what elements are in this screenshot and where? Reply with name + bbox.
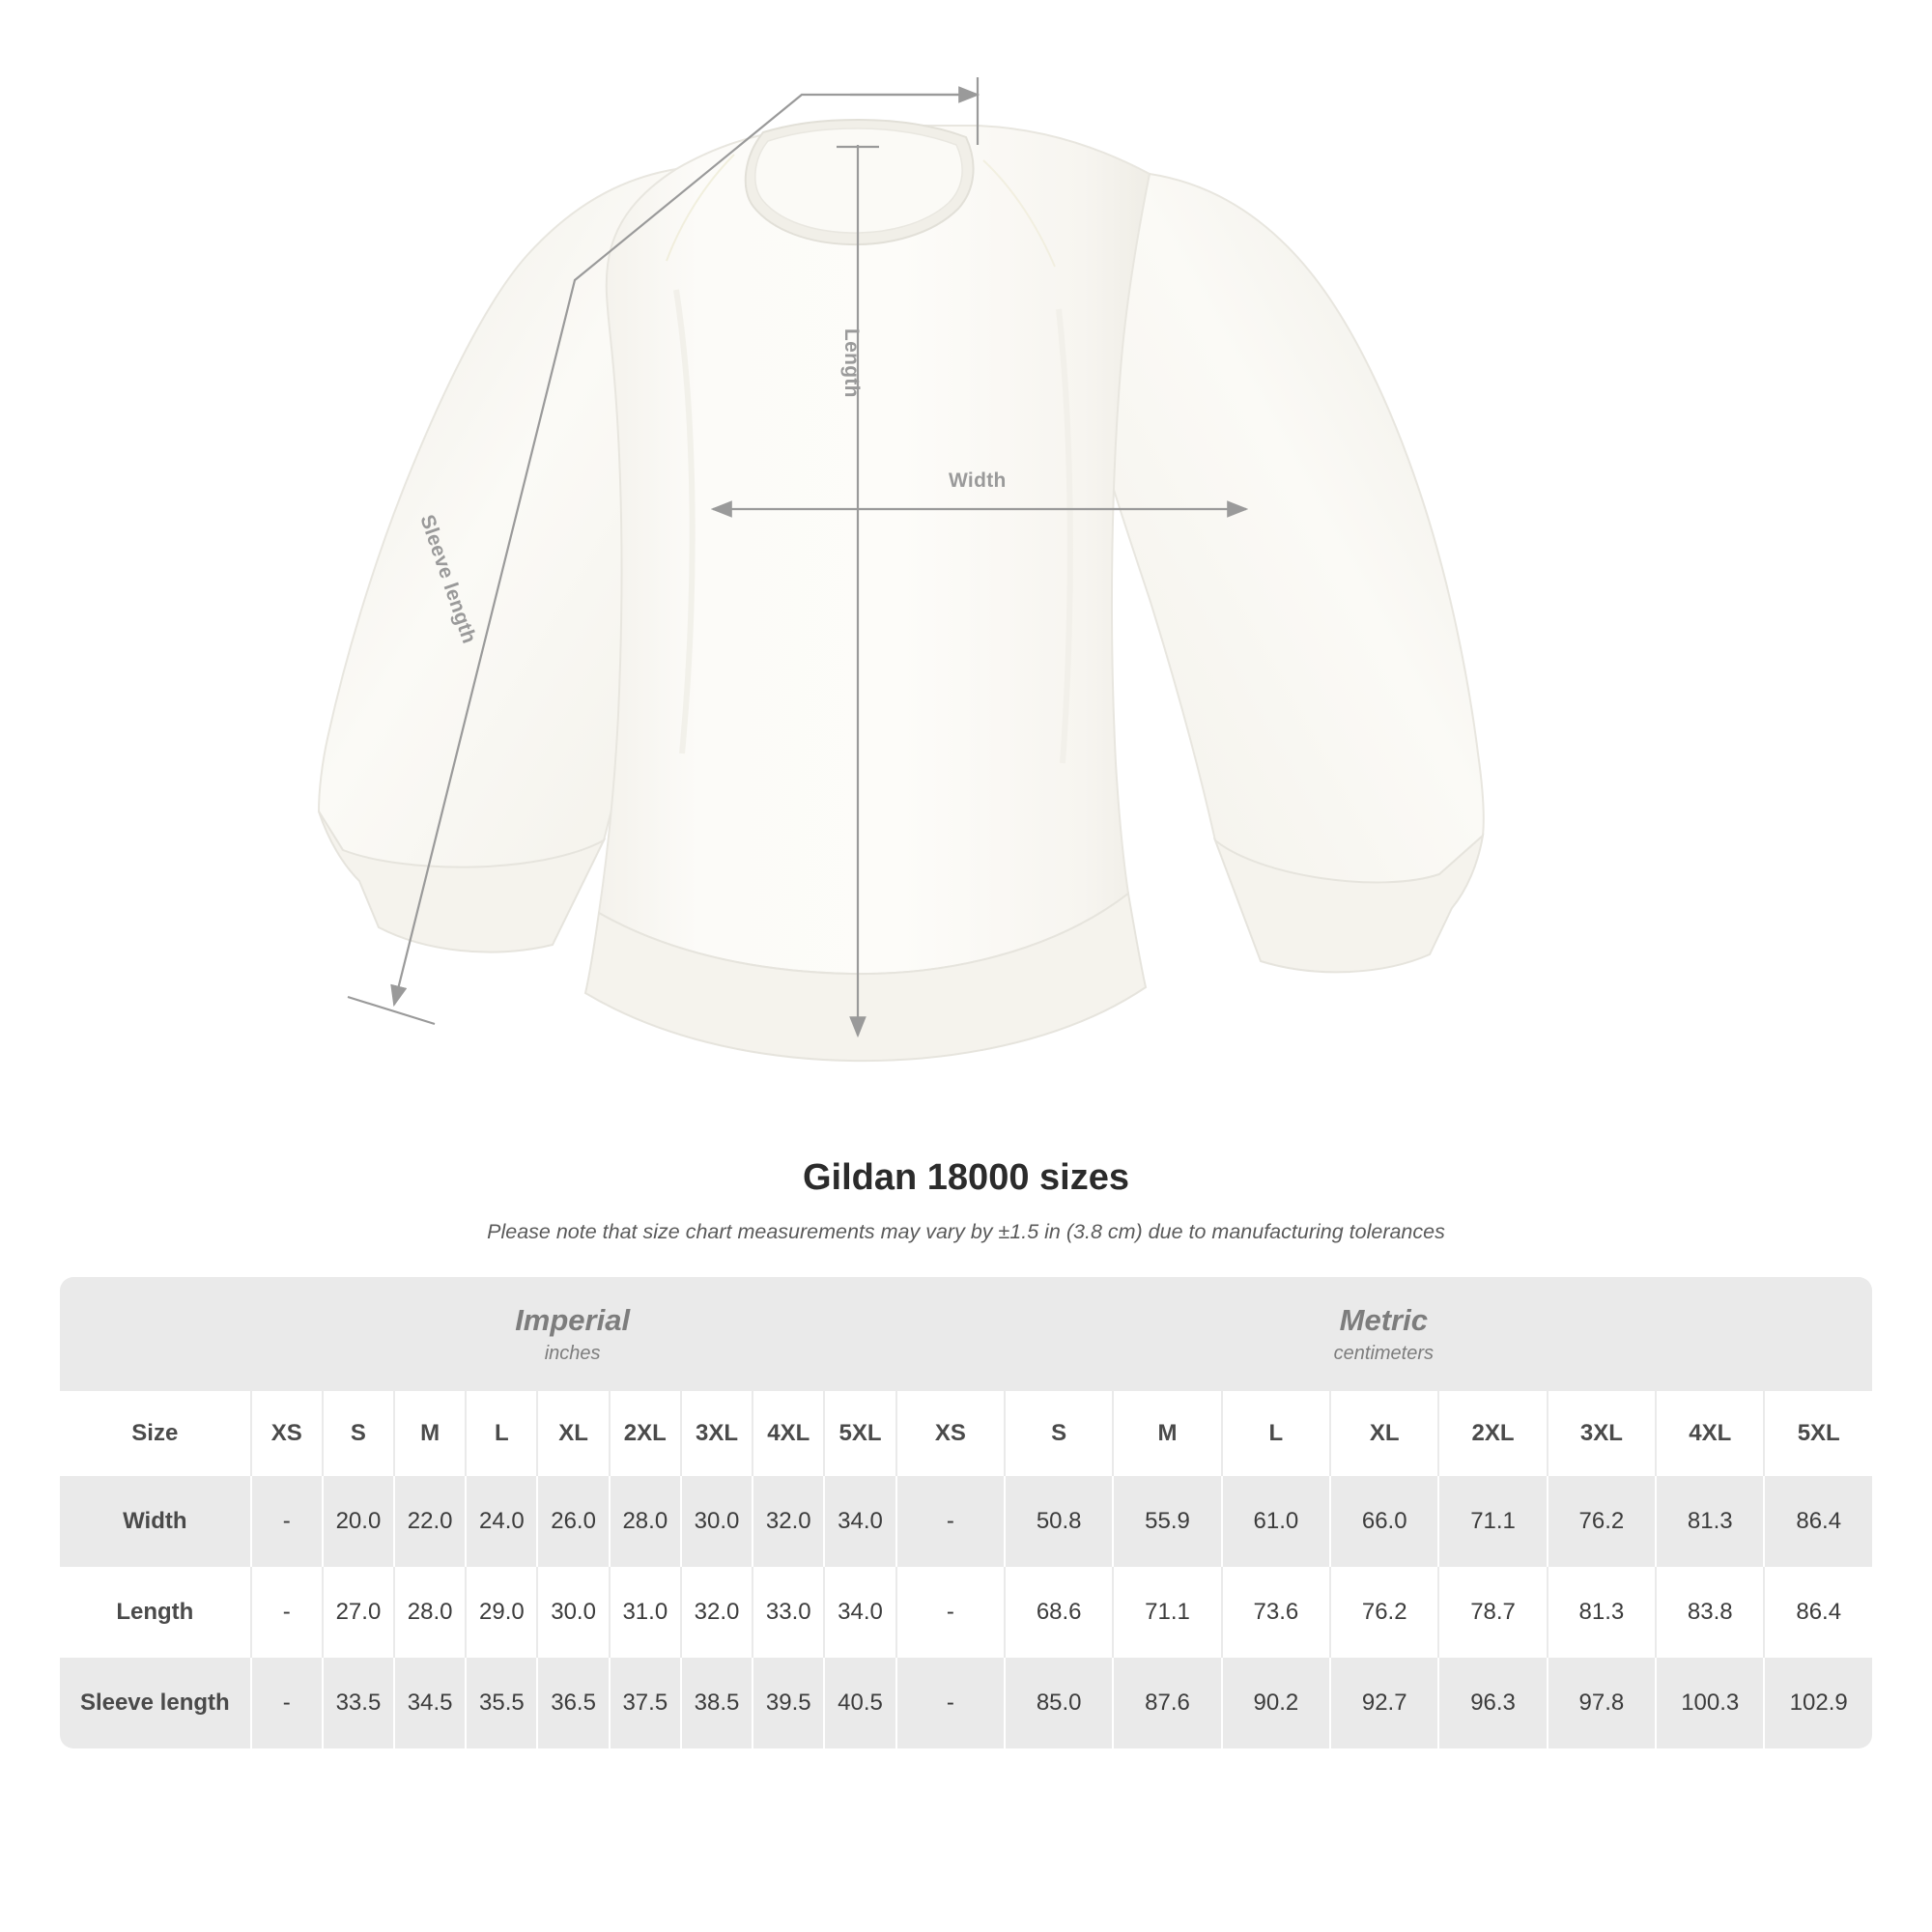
table-row: [60, 1567, 1872, 1658]
page-title: Gildan 18000 sizes: [803, 1157, 1129, 1198]
sleeve-metric-s: 85.0: [1004, 1658, 1112, 1748]
length-imperial-5xl: 34.0: [823, 1567, 895, 1658]
sleeve-imperial-xl: 36.5: [536, 1658, 608, 1748]
length-imperial-4xl: 33.0: [752, 1567, 823, 1658]
width-imperial-xl: 26.0: [536, 1476, 608, 1567]
size-header-imperial-3xl: 3XL: [680, 1391, 752, 1476]
size-header-metric-xl: XL: [1329, 1391, 1437, 1476]
sleeve-imperial-4xl: 39.5: [752, 1658, 823, 1748]
width-metric-m: 55.9: [1112, 1476, 1220, 1567]
length-metric-2xl: 78.7: [1437, 1567, 1546, 1658]
width-imperial-s: 20.0: [322, 1476, 393, 1567]
width-imperial-5xl: 34.0: [823, 1476, 895, 1567]
length-metric-xl: 76.2: [1329, 1567, 1437, 1658]
sleeve-metric-4xl: 100.3: [1655, 1658, 1763, 1748]
row-label-width: Width: [60, 1476, 250, 1567]
sleeve-metric-xs: -: [895, 1658, 1004, 1748]
sleeve-length-label: Sleeve length: [415, 512, 481, 647]
length-imperial-2xl: 31.0: [609, 1567, 680, 1658]
size-header-imperial-l: L: [465, 1391, 536, 1476]
sleeve-imperial-m: 34.5: [393, 1658, 465, 1748]
title-block: [0, 1157, 1932, 1244]
unit-header-row: [60, 1277, 1872, 1391]
unit-name-imperial: Imperial: [515, 1302, 631, 1337]
size-header-metric-4xl: 4XL: [1655, 1391, 1763, 1476]
width-metric-xl: 66.0: [1329, 1476, 1437, 1567]
size-header-imperial-5xl: 5XL: [823, 1391, 895, 1476]
length-imperial-xl: 30.0: [536, 1567, 608, 1658]
length-metric-3xl: 81.3: [1547, 1567, 1655, 1658]
sleeve-imperial-l: 35.5: [465, 1658, 536, 1748]
length-metric-xs: -: [895, 1567, 1004, 1658]
length-metric-5xl: 86.4: [1763, 1567, 1872, 1658]
size-header-metric-2xl: 2XL: [1437, 1391, 1546, 1476]
size-header-metric-s: S: [1004, 1391, 1112, 1476]
width-imperial-2xl: 28.0: [609, 1476, 680, 1567]
tolerance-note: Please note that size chart measurements may vary by ±1.5 in (3.8 cm) due to manufacturing tolerances: [487, 1220, 1445, 1243]
sleeve-imperial-xs: -: [250, 1658, 322, 1748]
sweatshirt-body: [599, 126, 1150, 974]
width-metric-s: 50.8: [1004, 1476, 1112, 1567]
size-header-metric-m: M: [1112, 1391, 1220, 1476]
width-imperial-3xl: 30.0: [680, 1476, 752, 1567]
sleeve-imperial-s: 33.5: [322, 1658, 393, 1748]
size-header-imperial-xl: XL: [536, 1391, 608, 1476]
sleeve-metric-5xl: 102.9: [1763, 1658, 1872, 1748]
length-metric-4xl: 83.8: [1655, 1567, 1763, 1658]
width-imperial-xs: -: [250, 1476, 322, 1567]
sleeve-metric-xl: 92.7: [1329, 1658, 1437, 1748]
unit-sub-imperial: inches: [544, 1343, 601, 1365]
right-sleeve: [1087, 174, 1484, 889]
unit-header-metric: [895, 1277, 1872, 1391]
unit-sub-metric: centimeters: [1333, 1343, 1435, 1365]
table-row: [60, 1476, 1872, 1567]
length-imperial-m: 28.0: [393, 1567, 465, 1658]
width-metric-3xl: 76.2: [1547, 1476, 1655, 1567]
sleeve-imperial-5xl: 40.5: [823, 1658, 895, 1748]
length-metric-s: 68.6: [1004, 1567, 1112, 1658]
size-header-imperial-m: M: [393, 1391, 465, 1476]
size-header-metric-l: L: [1221, 1391, 1329, 1476]
width-metric-xs: -: [895, 1476, 1004, 1567]
length-imperial-s: 27.0: [322, 1567, 393, 1658]
length-imperial-3xl: 32.0: [680, 1567, 752, 1658]
size-header-row: [60, 1391, 1872, 1476]
size-header-imperial-4xl: 4XL: [752, 1391, 823, 1476]
size-header-imperial-s: S: [322, 1391, 393, 1476]
size-header-metric-5xl: 5XL: [1763, 1391, 1872, 1476]
sleeve-bottom-tick: [348, 997, 435, 1024]
length-metric-l: 73.6: [1221, 1567, 1329, 1658]
sleeve-metric-m: 87.6: [1112, 1658, 1220, 1748]
sleeve-imperial-3xl: 38.5: [680, 1658, 752, 1748]
size-chart-table-wrap: [60, 1277, 1872, 1748]
size-header-imperial-2xl: 2XL: [609, 1391, 680, 1476]
width-metric-5xl: 86.4: [1763, 1476, 1872, 1567]
length-imperial-xs: -: [250, 1567, 322, 1658]
unit-name-metric: Metric: [1339, 1302, 1428, 1337]
width-metric-l: 61.0: [1221, 1476, 1329, 1567]
length-metric-m: 71.1: [1112, 1567, 1220, 1658]
sleeve-metric-3xl: 97.8: [1547, 1658, 1655, 1748]
width-imperial-l: 24.0: [465, 1476, 536, 1567]
size-chart-table: [60, 1277, 1872, 1748]
width-label: Width: [949, 469, 1007, 492]
width-imperial-m: 22.0: [393, 1476, 465, 1567]
length-label: Length: [840, 328, 863, 398]
unit-header-spacer: [60, 1277, 250, 1391]
size-header-metric-xs: XS: [895, 1391, 1004, 1476]
sleeve-metric-2xl: 96.3: [1437, 1658, 1546, 1748]
sleeve-metric-l: 90.2: [1221, 1658, 1329, 1748]
length-imperial-l: 29.0: [465, 1567, 536, 1658]
width-imperial-4xl: 32.0: [752, 1476, 823, 1567]
row-label-sleeve-length: Sleeve length: [60, 1658, 250, 1748]
size-header-metric-3xl: 3XL: [1547, 1391, 1655, 1476]
width-metric-4xl: 81.3: [1655, 1476, 1763, 1567]
size-header-label: Size: [60, 1391, 250, 1476]
table-row: [60, 1658, 1872, 1748]
sleeve-imperial-2xl: 37.5: [609, 1658, 680, 1748]
size-header-imperial-xs: XS: [250, 1391, 322, 1476]
unit-header-imperial: [250, 1277, 895, 1391]
row-label-length: Length: [60, 1567, 250, 1658]
width-metric-2xl: 71.1: [1437, 1476, 1546, 1567]
